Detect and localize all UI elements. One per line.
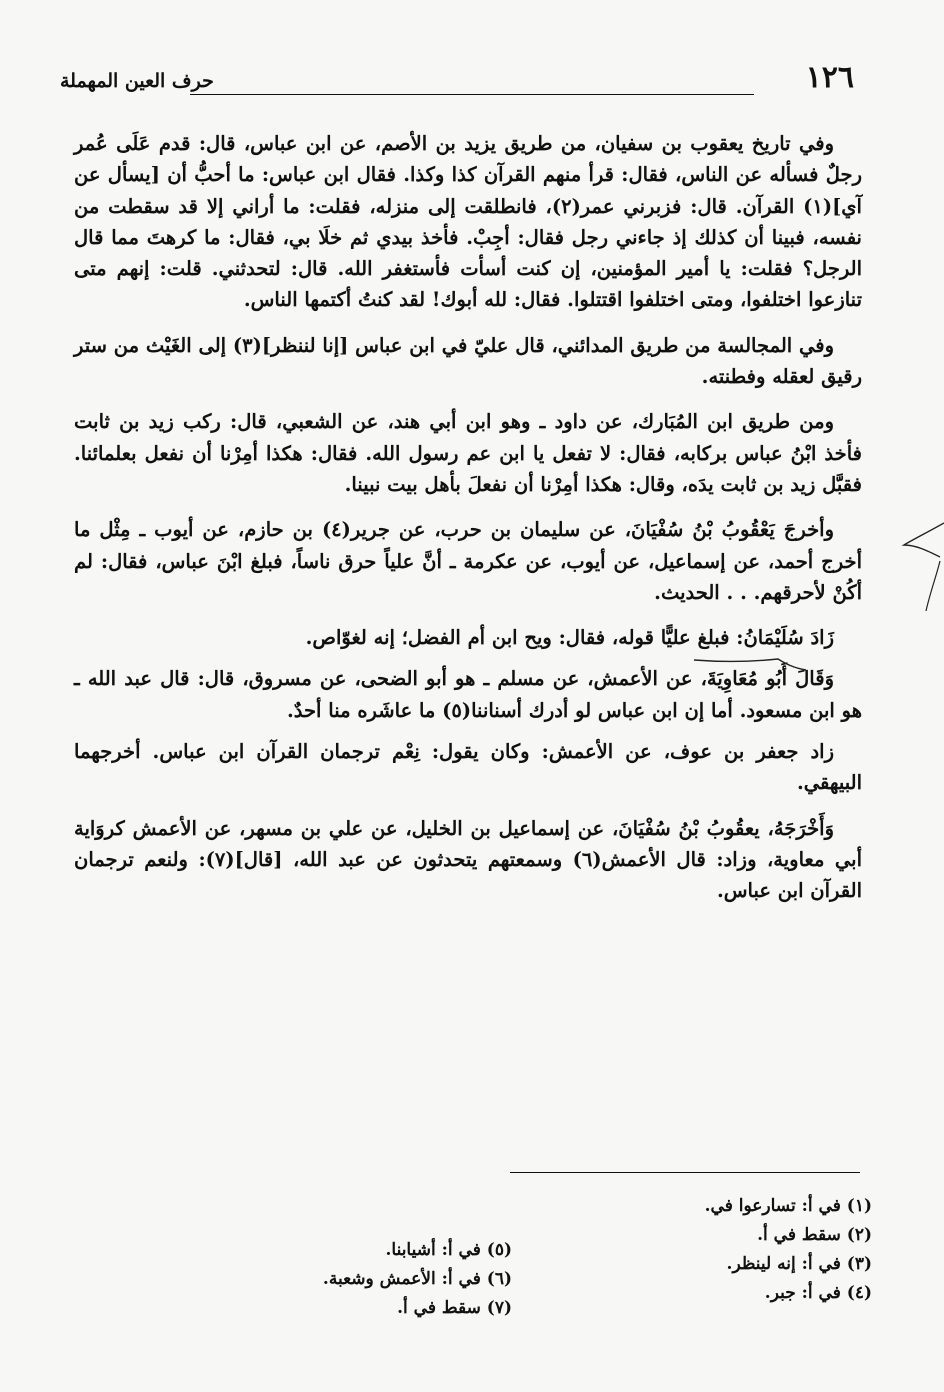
handwritten-underline: [690, 656, 810, 674]
footnote-rule: [510, 1172, 860, 1173]
paragraph: وَقَالَ أَبُو مُعَاوِيَةَ، عن الأعمش، عن مسلم ـ هو أبو الضحى، عن مسروق، قال: قال عبد الله ـ هو ابن مسعود. أما إن ابن عباس لو أدرك أسناننا(٥) ما عاشَره منا أحدٌ.: [74, 667, 862, 722]
footnote: (٣) في أ: إنه لينظر.: [726, 1254, 872, 1274]
paragraph: ومن طريق ابن المُبَارك، عن داود ـ وهو ابن أبي هند، عن الشعبي، قال: ركب زيد بن ثابت فأخذ ابْنُ عباس بركابه، فقال: لا تفعل يا ابن عم رسول الله. فقال: هكذا أمِرْنا أن نفعل بعلمائنا. فقبَّل زيد بن ثابت يدَه، وقال: هكذا أمِرْنا أن نفعلَ بأهل بيت نبينا.: [74, 410, 862, 496]
footnote: (٦) في أ: الأعمش وشعبة.: [322, 1269, 512, 1289]
header-rule: [190, 94, 754, 95]
footnote: (٤) في أ: جبر.: [764, 1283, 872, 1303]
footnote: (٥) في أ: أشيابنا.: [385, 1240, 512, 1260]
footnotes-right-column: [572, 1192, 872, 1308]
paragraph: وفي تاريخ يعقوب بن سفيان، من طريق يزيد بن الأصم، عن ابن عباس، قال: قدم عَلَى عُمر رجلٌ فسأله عن الناس، فقال: قرأ منهم القرآن كذا وكذا. فقال ابن عباس: ما أحبُّ أن [يسأل عن آي](١) القرآن. قال: فزبرني عمر(٢)، فانطلقت إلى منزله، فقلت: ما أراني إلا قد سقطت من نفسه، فبينا أن كذلك إذ جاءني رجل فقال: أجِبْ. فأخذ بيدي ثم خلَا بي، فقال: ما كرهتَ مما قال الرجل؟ فقلت: يا أمير المؤمنين، إن كنت أسأت فأستغفر الله. قال: لتحدثني. قلت: إنهم متى تنازعوا اختلفوا، ومتى اختلفوا اقتتلوا. فقال: لله أبوك! لقد كنتُ أكتمها الناس.: [74, 132, 862, 312]
paragraph: وأخرجَ يَعْقُوبُ بْنُ سُفْيَانَ، عن سليمان بن حرب، عن جرير(٤) بن حازم، عن أيوب ـ مِثْل ما أخرج أحمد، عن إسماعيل، عن أيوب، عن عكرمة ـ أنَّ علياً حرق ناساً، فبلغ ابْنَ عباس، فقال: لم أكُنْ لأحرقهم. . . الحديث.: [74, 518, 862, 604]
main-text: [74, 128, 862, 921]
running-head: حرف العين المهملة: [60, 70, 214, 92]
paragraph: وَأَخْرَجَهُ، يعقُوبُ بْنُ سُفْيَانَ، عن إسماعيل بن الخليل، عن علي بن مسهر، عن الأعمش كروَاية أبي معاوية، وزاد: قال الأعمش(٦) وسمعتهم يتحدثون عن عبد الله، [قال](٧): ولنعم ترجمان القرآن ابن عباس.: [74, 816, 863, 903]
footnotes-left-column: [232, 1236, 512, 1323]
paragraph: زَادَ سُلَيْمَانُ: فبلغ عليًّا قوله، فقال: ويح ابن أم الفضل؛ إنه لغوّاص.: [305, 626, 834, 650]
paragraph: وفي المجالسة من طريق المدائني، قال عليّ في ابن عباس [إنا لننظر](٣) إلى الغَيْث من ستر رقيق لعقله وفطنته.: [74, 333, 862, 389]
footnote: (٢) سقط في أ.: [757, 1225, 872, 1245]
footnote: (١) في أ: تسارعوا في.: [704, 1196, 872, 1216]
margin-pen-mark: [900, 515, 944, 615]
paragraph: زاد جعفر بن عوف، عن الأعمش: وكان يقول: نِعْم ترجمان القرآن ابن عباس. أخرجهما البيهقي.: [74, 740, 862, 795]
footnote: (٧) سقط في أ.: [397, 1298, 512, 1318]
page-header: [60, 60, 854, 100]
page-number: ١٢٦: [805, 60, 854, 95]
